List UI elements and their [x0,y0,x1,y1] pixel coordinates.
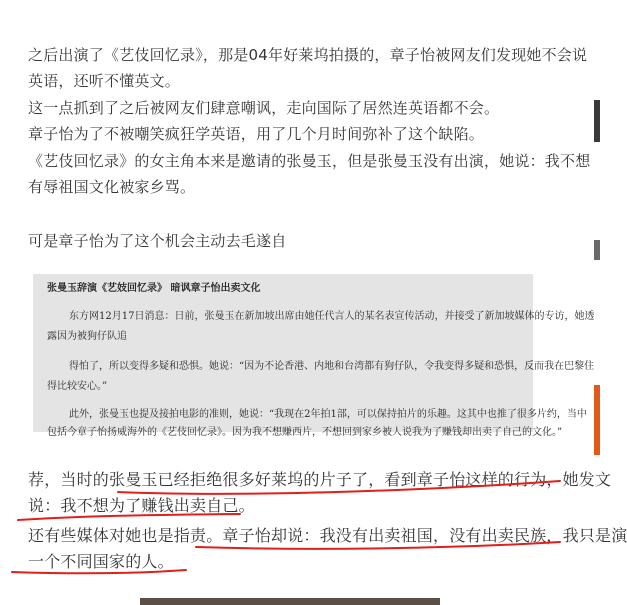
tail-line: 一个不同国家的人。 [28,552,174,571]
next-article-image [140,598,440,605]
clipping-line: 露因为被狗仔队追 [47,331,127,342]
clipping-line: 此外，张曼玉也提及接拍电影的准则，她说：“我现在2年拍1部，可以保持拍片的乐趣。这其中也推了很多片约，当中 [69,409,587,420]
lead-in-line: 可是章子怡为了这个机会主动去毛遂自 [28,232,287,250]
tail-line: 还有些媒体对她也是指责。章子怡却说：我没有出卖祖国，没有出卖民族，我只是演 [28,526,627,545]
edge-thumbnail [594,100,600,142]
clipping-line: 包括今章子怡扬威海外的《艺伎回忆录》。因为我不想赚西片，不想回到家乡被人说我为了赚钱却出卖了自己的文化。” [47,427,563,438]
paragraph-line: 这一点抓到了之后被网友们肆意嘲讽，走向国际了居然连英语都不会。 [28,99,500,117]
edge-thumbnail [594,385,600,455]
paragraph-line: 英语，还听不懂英文。 [28,72,181,90]
news-clipping-image [33,274,595,438]
clipping-line: 得怕了，所以变得多疑和恐惧。她说：“因为不论香港、内地和台湾都有狗仔队，令我变得多疑和恐惧，反而我在巴黎住 [69,361,595,372]
paragraph-line: 章子怡为了不被嘲笑疯狂学英语，用了几个月时间弥补了这个缺陷。 [28,125,485,143]
paragraph-line: 之后出演了《艺伎回忆录》，那是04年好莱坞拍摄的，章子怡被网友们发现她不会说 [28,46,588,64]
paragraph-line: 《艺伎回忆录》的女主角本来是邀请的张曼玉，但是张曼玉没有出演，她说：我不想 [28,152,591,170]
clipping-title: 张曼玉辞演《艺妓回忆录》 暗讽章子怡出卖文化 [47,283,261,294]
clipping-line: 得比较安心。” [47,381,108,392]
edge-thumbnail [594,240,600,260]
tail-line: 荐，当时的张曼玉已经拒绝很多好莱坞的片子了，看到章子怡这样的行为，她发文 [28,470,612,489]
paragraph-line: 有辱祖国文化被家乡骂。 [28,178,196,196]
clipping-line: 东方网12月17日消息：日前，张曼玉在新加坡出席由她任代言人的某名表宣传活动，并接受了新加坡媒体的专访，她透 [69,311,595,322]
tail-line: 说：我不想为了赚钱出卖自己。 [28,496,255,515]
